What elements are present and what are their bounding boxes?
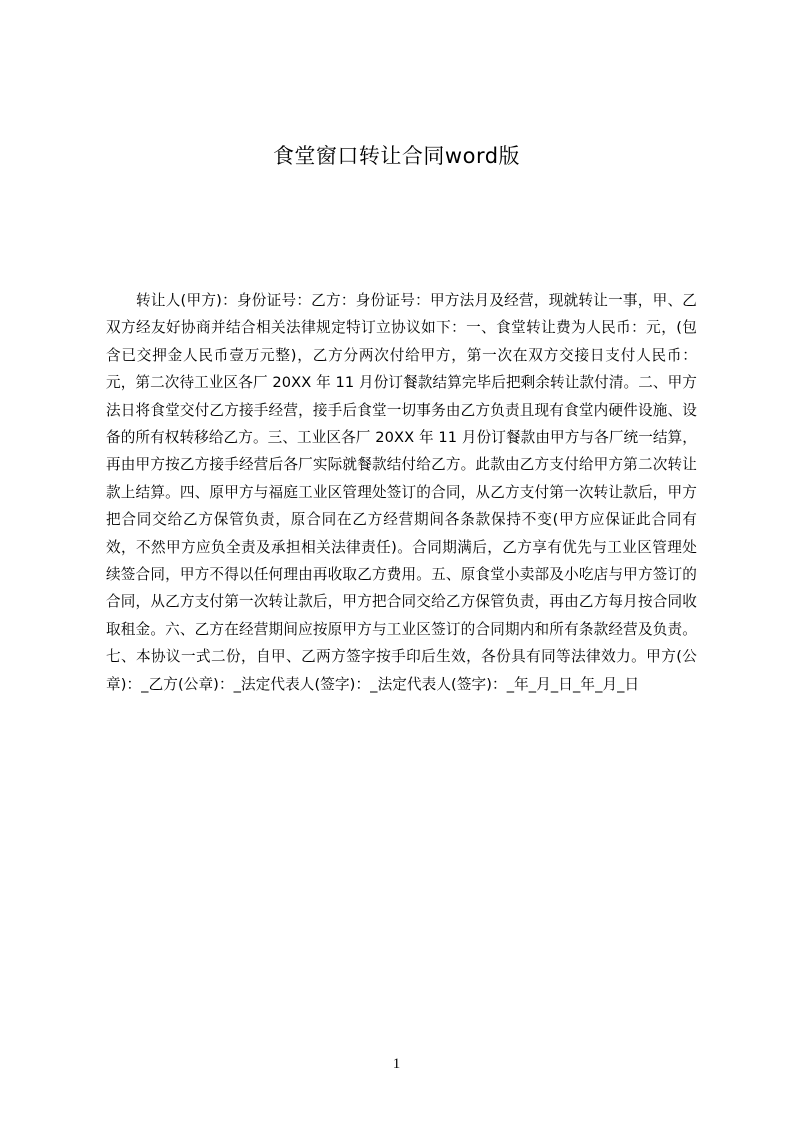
- document-title: 食堂窗口转让合同word版: [272, 144, 521, 168]
- contract-body-paragraph: 转让人(甲方)：身份证号：乙方：身份证号：甲方法月及经营，现就转让一事，甲、乙双方经友好协商并结合相关法律规定特订立协议如下：一、食堂转让费为人民币：元，(包含已交押金人民币壹万元整)，乙方分两次付给甲方，第一次在双方交接日支付人民币：元，第二次待工业区各厂 20XX 年 11 月份订餐款结算完毕后把剩余转让款付清。二、甲方法日将食堂交付乙方接手经营，接手后食堂一切事务由乙方负责且现有食堂内硬件设施、设备的所有权转移给乙方。三、工业区各厂 20XX 年 11 月份订餐款由甲方与各厂统一结算，再由甲方按乙方接手经营后各厂实际就餐款结付给乙方。此款由乙方支付给甲方第二次转让款上结算。四、原甲方与福庭工业区管理处签订的合同，从乙方支付第一次转让款后，甲方把合同交给乙方保管负责，原合同在乙方经营期间各条款保持不变(甲方应保证此合同有效，不然甲方应负全责及承担相关法律责任)。合同期满后，乙方享有优先与工业区管理处续签合同，甲方不得以任何理由再收取乙方费用。五、原食堂小卖部及小吃店与甲方签订的合同，从乙方支付第一次转让款后，甲方把合同交给乙方保管负责，再由乙方每月按合同收取租金。六、乙方在经营期间应按原甲方与工业区签订的合同期内和所有条款经营及负责。七、本协议一式二份，自甲、乙两方签字按手印后生效，各份具有同等法律效力。甲方(公章)：_乙方(公章)：_法定代表人(签字)：_法定代表人(签字)：_年_月_日_年_月_日: [106, 292, 697, 693]
- page-number: 1: [392, 1056, 401, 1072]
